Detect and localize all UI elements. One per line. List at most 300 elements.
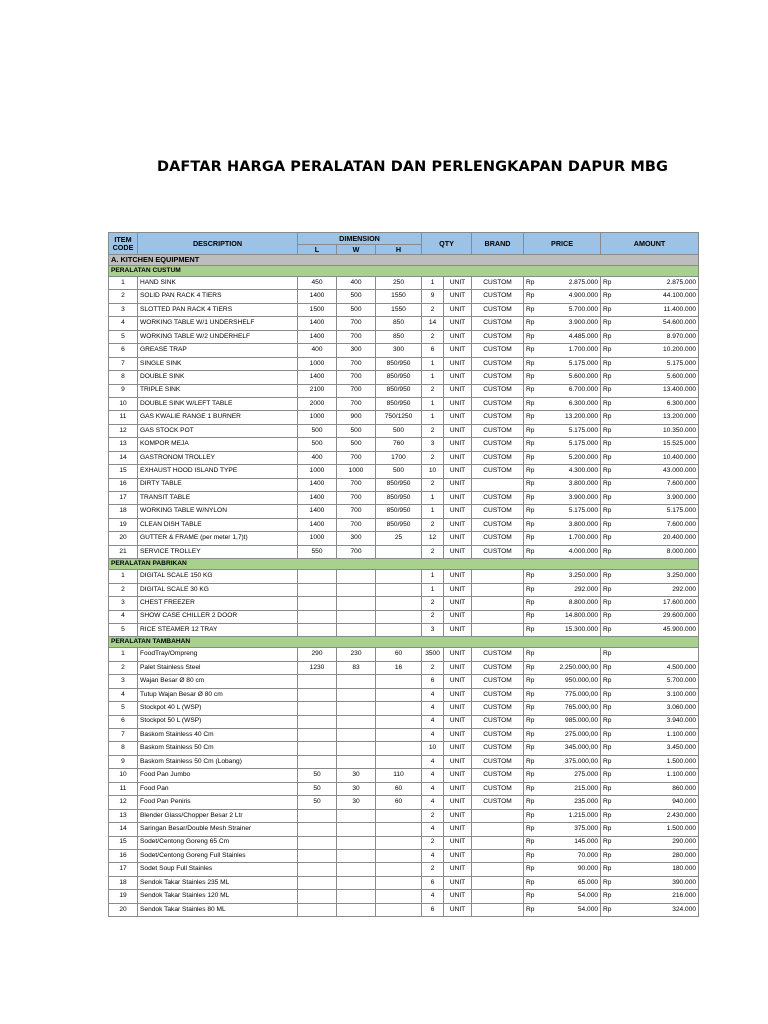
dimension-l: [298, 849, 337, 862]
unit-label: UNIT: [444, 688, 472, 701]
item-no: 5: [109, 702, 138, 715]
dimension-h: [376, 755, 422, 768]
table-row: [109, 823, 699, 836]
brand-value: [472, 623, 524, 636]
price-value: 292.000: [539, 583, 601, 596]
item-description: SOLID PAN RACK 4 TIERS: [138, 290, 298, 303]
dimension-w: 1000: [337, 465, 376, 478]
dimension-w: 700: [337, 317, 376, 330]
dimension-w: 400: [337, 277, 376, 290]
amount-currency: Rp: [601, 782, 616, 795]
brand-value: CUSTOM: [472, 648, 524, 661]
amount-value: 1.500.000: [616, 823, 699, 836]
item-no: 6: [109, 344, 138, 357]
amount-currency: Rp: [601, 317, 616, 330]
price-value: 765.000,00: [539, 702, 601, 715]
qty-value: 1: [422, 411, 444, 424]
group-label: PERALATAN PABRIKAN: [109, 559, 699, 570]
amount-currency: Rp: [601, 849, 616, 862]
dimension-w: 300: [337, 344, 376, 357]
brand-value: CUSTOM: [472, 451, 524, 464]
item-no: 20: [109, 532, 138, 545]
qty-value: 2: [422, 303, 444, 316]
unit-label: UNIT: [444, 890, 472, 903]
amount-value: 180.000: [616, 863, 699, 876]
table-row: [109, 903, 699, 916]
dimension-w: [337, 823, 376, 836]
item-description: Stockpot 50 L (WSP): [138, 715, 298, 728]
item-no: 7: [109, 729, 138, 742]
amount-currency: Rp: [601, 661, 616, 674]
price-currency: Rp: [524, 610, 539, 623]
price-currency: Rp: [524, 317, 539, 330]
dimension-l: [298, 570, 337, 583]
dimension-l: [298, 623, 337, 636]
table-row: [109, 597, 699, 610]
price-currency: Rp: [524, 465, 539, 478]
price-currency: Rp: [524, 648, 539, 661]
unit-label: UNIT: [444, 438, 472, 451]
group-header-row: [109, 559, 699, 570]
price-currency: Rp: [524, 570, 539, 583]
dimension-l: 1400: [298, 492, 337, 505]
unit-label: UNIT: [444, 729, 472, 742]
brand-value: CUSTOM: [472, 769, 524, 782]
unit-label: UNIT: [444, 610, 472, 623]
unit-label: UNIT: [444, 769, 472, 782]
qty-value: 4: [422, 702, 444, 715]
table-row: [109, 648, 699, 661]
price-currency: Rp: [524, 809, 539, 822]
dimension-h: 110: [376, 769, 422, 782]
price-value: 15.300.000: [539, 623, 601, 636]
dimension-l: 400: [298, 344, 337, 357]
price-value: 65.000: [539, 876, 601, 889]
table-row: [109, 317, 699, 330]
item-description: DOUBLE SINK: [138, 371, 298, 384]
item-no: 2: [109, 661, 138, 674]
dimension-l: [298, 715, 337, 728]
dimension-h-header: H: [376, 245, 422, 255]
qty-header: QTY: [422, 233, 472, 255]
dimension-h: 850/950: [376, 371, 422, 384]
qty-value: 2: [422, 863, 444, 876]
brand-value: CUSTOM: [472, 438, 524, 451]
brand-value: [472, 903, 524, 916]
qty-value: 4: [422, 796, 444, 809]
item-no: 10: [109, 397, 138, 410]
qty-value: 2: [422, 661, 444, 674]
amount-currency: Rp: [601, 290, 616, 303]
amount-value: 216.000: [616, 890, 699, 903]
brand-value: [472, 610, 524, 623]
table-row: [109, 755, 699, 768]
dimension-h: 850: [376, 330, 422, 343]
item-no: 1: [109, 648, 138, 661]
amount-currency: Rp: [601, 648, 616, 661]
amount-currency: Rp: [601, 357, 616, 370]
price-value: 4.900.000: [539, 290, 601, 303]
dimension-w: 230: [337, 648, 376, 661]
item-description: Blender Glass/Chopper Besar 2 Ltr: [138, 809, 298, 822]
amount-value: 13.200.000: [616, 411, 699, 424]
item-no: 1: [109, 277, 138, 290]
qty-value: 2: [422, 597, 444, 610]
price-currency: Rp: [524, 518, 539, 531]
dimension-w: 700: [337, 492, 376, 505]
dimension-l: 50: [298, 782, 337, 795]
amount-value: 10.400.000: [616, 451, 699, 464]
dimension-w: 500: [337, 438, 376, 451]
dimension-h: [376, 823, 422, 836]
table-row: [109, 836, 699, 849]
unit-label: UNIT: [444, 782, 472, 795]
item-no: 1: [109, 570, 138, 583]
dimension-l: 1000: [298, 465, 337, 478]
amount-currency: Rp: [601, 532, 616, 545]
amount-currency: Rp: [601, 903, 616, 916]
qty-value: 6: [422, 344, 444, 357]
item-no: 10: [109, 769, 138, 782]
dimension-l-header: L: [298, 245, 337, 255]
unit-label: UNIT: [444, 823, 472, 836]
amount-value: 290.000: [616, 836, 699, 849]
dimension-h: 60: [376, 796, 422, 809]
brand-value: CUSTOM: [472, 688, 524, 701]
item-description: Sodet/Centong Goreng Full Stainles: [138, 849, 298, 862]
brand-value: CUSTOM: [472, 729, 524, 742]
unit-label: UNIT: [444, 715, 472, 728]
amount-currency: Rp: [601, 330, 616, 343]
amount-currency: Rp: [601, 876, 616, 889]
amount-value: 3.900.000: [616, 492, 699, 505]
price-value: 375.000,00: [539, 755, 601, 768]
table-row: [109, 451, 699, 464]
item-description: Palet Stainless Steel: [138, 661, 298, 674]
amount-value: 17.600.000: [616, 597, 699, 610]
dimension-w: [337, 597, 376, 610]
dimension-h: 1550: [376, 303, 422, 316]
price-value: 5.700.000: [539, 303, 601, 316]
dimension-w: [337, 809, 376, 822]
dimension-h: [376, 729, 422, 742]
amount-value: 2.875.000: [616, 277, 699, 290]
brand-value: CUSTOM: [472, 303, 524, 316]
item-description: Stockpot 40 L (WSP): [138, 702, 298, 715]
brand-value: CUSTOM: [472, 344, 524, 357]
price-currency: Rp: [524, 863, 539, 876]
brand-value: CUSTOM: [472, 545, 524, 558]
dimension-h: [376, 863, 422, 876]
unit-label: UNIT: [444, 809, 472, 822]
brand-value: CUSTOM: [472, 492, 524, 505]
qty-value: 2: [422, 809, 444, 822]
dimension-w: [337, 903, 376, 916]
item-no: 17: [109, 863, 138, 876]
dimension-h: [376, 849, 422, 862]
dimension-h: 850/950: [376, 384, 422, 397]
price-value: 5.175.000: [539, 505, 601, 518]
price-value: 2.875.000: [539, 277, 601, 290]
table-row: [109, 518, 699, 531]
qty-value: 1: [422, 492, 444, 505]
item-description: WORKING TABLE W/1 UNDERSHELF: [138, 317, 298, 330]
amount-value: 13.400.000: [616, 384, 699, 397]
amount-value: 280.000: [616, 849, 699, 862]
page-title: DAFTAR HARGA PERALATAN DAN PERLENGKAPAN DAPUR MBG: [156, 159, 669, 175]
qty-value: 3: [422, 623, 444, 636]
dimension-h: 850/950: [376, 478, 422, 491]
item-no: 11: [109, 782, 138, 795]
dimension-l: 1400: [298, 371, 337, 384]
dimension-h: 850: [376, 317, 422, 330]
brand-value: CUSTOM: [472, 465, 524, 478]
table-row: [109, 742, 699, 755]
unit-label: UNIT: [444, 371, 472, 384]
unit-label: UNIT: [444, 518, 472, 531]
amount-currency: Rp: [601, 623, 616, 636]
dimension-l: 1400: [298, 290, 337, 303]
qty-value: 2: [422, 424, 444, 437]
price-value: 215.000: [539, 782, 601, 795]
dimension-w: [337, 755, 376, 768]
amount-value: 43.000.000: [616, 465, 699, 478]
brand-value: CUSTOM: [472, 675, 524, 688]
price-currency: Rp: [524, 478, 539, 491]
item-description: Baskom Stainless 50 Cm (Lobang): [138, 755, 298, 768]
price-currency: Rp: [524, 755, 539, 768]
unit-label: UNIT: [444, 357, 472, 370]
table-row: [109, 863, 699, 876]
table-row: [109, 623, 699, 636]
item-no: 19: [109, 890, 138, 903]
price-value: 275.000,00: [539, 729, 601, 742]
qty-value: 4: [422, 782, 444, 795]
item-description: SHOW CASE CHILLER 2 DOOR: [138, 610, 298, 623]
qty-value: 4: [422, 769, 444, 782]
unit-label: UNIT: [444, 903, 472, 916]
dimension-w: 700: [337, 330, 376, 343]
dimension-h: [376, 715, 422, 728]
item-no: 12: [109, 424, 138, 437]
price-value: 3.800.000: [539, 478, 601, 491]
amount-currency: Rp: [601, 344, 616, 357]
brand-value: [472, 597, 524, 610]
table-row: [109, 570, 699, 583]
dimension-l: [298, 702, 337, 715]
dimension-w: 500: [337, 303, 376, 316]
dimension-l: 1400: [298, 330, 337, 343]
qty-value: 4: [422, 715, 444, 728]
dimension-l: [298, 863, 337, 876]
table-row: [109, 876, 699, 889]
price-value: 3.900.000: [539, 317, 601, 330]
price-currency: Rp: [524, 876, 539, 889]
qty-value: 2: [422, 836, 444, 849]
amount-currency: Rp: [601, 303, 616, 316]
qty-value: 1: [422, 371, 444, 384]
price-value: 4.300.000: [539, 465, 601, 478]
amount-value: 7.600.000: [616, 478, 699, 491]
table-row: [109, 357, 699, 370]
qty-value: 6: [422, 876, 444, 889]
amount-value: 940.000: [616, 796, 699, 809]
amount-currency: Rp: [601, 836, 616, 849]
dimension-h: 500: [376, 424, 422, 437]
item-description: DIRTY TABLE: [138, 478, 298, 491]
item-description: GAS KWALIE RANGE 1 BURNER: [138, 411, 298, 424]
item-description: Wajan Besar Ø 80 cm: [138, 675, 298, 688]
item-description: SLOTTED PAN RACK 4 TIERS: [138, 303, 298, 316]
dimension-h: 850/950: [376, 505, 422, 518]
unit-label: UNIT: [444, 583, 472, 596]
unit-label: UNIT: [444, 661, 472, 674]
table-row: [109, 303, 699, 316]
qty-value: 4: [422, 849, 444, 862]
amount-value: 54.600.000: [616, 317, 699, 330]
table-row: [109, 702, 699, 715]
dimension-l: [298, 809, 337, 822]
dimension-w: 900: [337, 411, 376, 424]
price-value: 950.000,00: [539, 675, 601, 688]
unit-label: UNIT: [444, 863, 472, 876]
price-header: PRICE: [524, 233, 601, 255]
price-value: 5.600.000: [539, 371, 601, 384]
amount-value: 3.940.000: [616, 715, 699, 728]
table-row: [109, 782, 699, 795]
item-description: FoodTray/Ompreng: [138, 648, 298, 661]
unit-label: UNIT: [444, 532, 472, 545]
amount-currency: Rp: [601, 702, 616, 715]
unit-label: UNIT: [444, 648, 472, 661]
qty-value: 1: [422, 397, 444, 410]
dimension-h: [376, 545, 422, 558]
qty-value: 12: [422, 532, 444, 545]
item-description: Tutup Wajan Besar Ø 80 cm: [138, 688, 298, 701]
unit-label: UNIT: [444, 317, 472, 330]
qty-value: 1: [422, 505, 444, 518]
price-currency: Rp: [524, 742, 539, 755]
amount-value: 5.175.000: [616, 357, 699, 370]
dimension-w: 700: [337, 545, 376, 558]
item-no: 8: [109, 371, 138, 384]
dimension-h: 850/950: [376, 397, 422, 410]
price-currency: Rp: [524, 769, 539, 782]
group-label: PERALATAN TAMBAHAN: [109, 637, 699, 648]
qty-value: 10: [422, 742, 444, 755]
amount-currency: Rp: [601, 715, 616, 728]
table-row: [109, 729, 699, 742]
dimension-l: 1400: [298, 478, 337, 491]
table-row: [109, 465, 699, 478]
table-row: [109, 384, 699, 397]
unit-label: UNIT: [444, 570, 472, 583]
brand-value: CUSTOM: [472, 715, 524, 728]
brand-header: BRAND: [472, 233, 524, 255]
unit-label: UNIT: [444, 505, 472, 518]
amount-currency: Rp: [601, 518, 616, 531]
item-description: SINGLE SINK: [138, 357, 298, 370]
brand-value: CUSTOM: [472, 357, 524, 370]
brand-value: CUSTOM: [472, 742, 524, 755]
item-no: 5: [109, 623, 138, 636]
price-currency: Rp: [524, 290, 539, 303]
price-value: 775.000,00: [539, 688, 601, 701]
qty-value: 1: [422, 277, 444, 290]
unit-label: UNIT: [444, 796, 472, 809]
unit-label: UNIT: [444, 277, 472, 290]
item-no: 3: [109, 675, 138, 688]
dimension-l: [298, 675, 337, 688]
dimension-l: 450: [298, 277, 337, 290]
brand-value: CUSTOM: [472, 505, 524, 518]
dimension-w: [337, 849, 376, 862]
brand-value: CUSTOM: [472, 661, 524, 674]
qty-value: 10: [422, 465, 444, 478]
table-row: [109, 424, 699, 437]
price-value: 6.700.000: [539, 384, 601, 397]
price-currency: Rp: [524, 688, 539, 701]
qty-value: 2: [422, 384, 444, 397]
dimension-l: [298, 742, 337, 755]
dimension-w: 30: [337, 769, 376, 782]
dimension-w: [337, 836, 376, 849]
dimension-l: 1230: [298, 661, 337, 674]
unit-label: UNIT: [444, 330, 472, 343]
qty-value: 3: [422, 438, 444, 451]
item-no: 4: [109, 688, 138, 701]
amount-currency: Rp: [601, 863, 616, 876]
amount-value: 10.200.000: [616, 344, 699, 357]
dimension-w: [337, 702, 376, 715]
item-no: 2: [109, 583, 138, 596]
amount-value: 860.000: [616, 782, 699, 795]
price-value: 13.200.000: [539, 411, 601, 424]
dimension-w: [337, 715, 376, 728]
item-no: 4: [109, 610, 138, 623]
unit-label: UNIT: [444, 397, 472, 410]
table-row: [109, 438, 699, 451]
price-value: 375.000: [539, 823, 601, 836]
table-row: [109, 411, 699, 424]
price-value: 5.200.000: [539, 451, 601, 464]
price-value: 985.000,00: [539, 715, 601, 728]
price-value: 4.485.000: [539, 330, 601, 343]
qty-value: 4: [422, 755, 444, 768]
dimension-l: 1400: [298, 518, 337, 531]
dimension-w: [337, 876, 376, 889]
dimension-h: [376, 809, 422, 822]
item-no: 8: [109, 742, 138, 755]
dimension-l: 1000: [298, 357, 337, 370]
table-row: [109, 492, 699, 505]
price-value: 90.000: [539, 863, 601, 876]
price-value: 2.250.000,00: [539, 661, 601, 674]
qty-value: 2: [422, 518, 444, 531]
amount-currency: Rp: [601, 809, 616, 822]
brand-value: CUSTOM: [472, 277, 524, 290]
price-currency: Rp: [524, 330, 539, 343]
amount-value: 5.175.000: [616, 505, 699, 518]
unit-label: UNIT: [444, 424, 472, 437]
item-no: 15: [109, 465, 138, 478]
amount-value: 390.000: [616, 876, 699, 889]
qty-value: 2: [422, 330, 444, 343]
price-currency: Rp: [524, 903, 539, 916]
unit-label: UNIT: [444, 492, 472, 505]
brand-value: [472, 876, 524, 889]
dimension-h: 60: [376, 648, 422, 661]
